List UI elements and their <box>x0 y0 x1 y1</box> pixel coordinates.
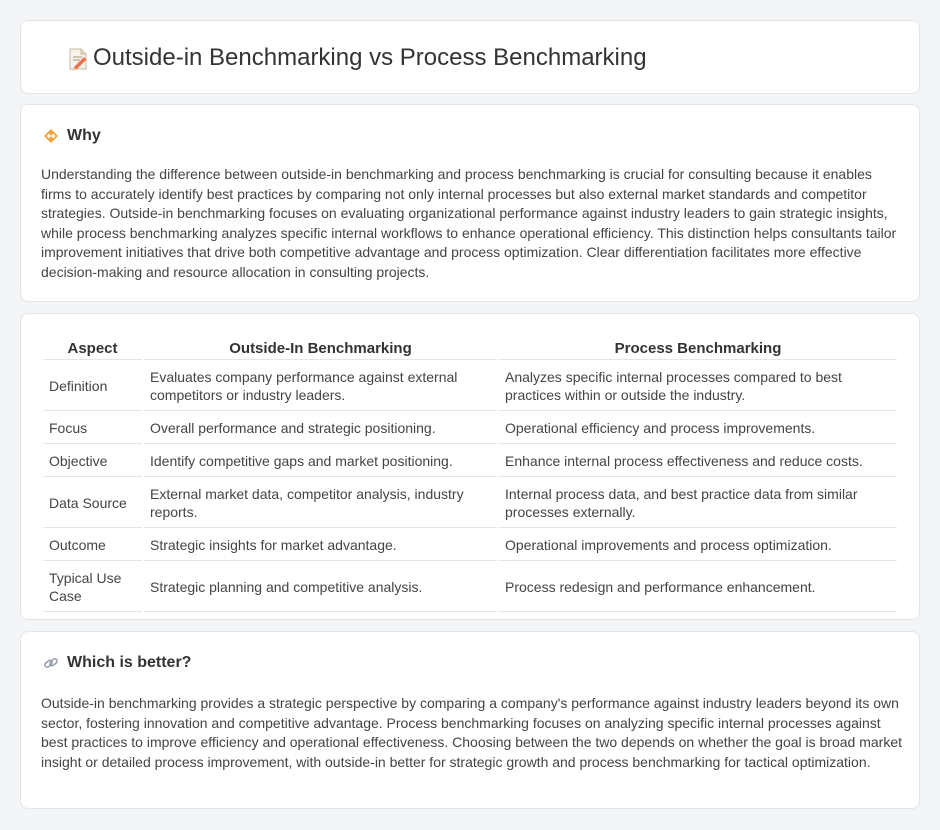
cell-aspect: Objective <box>43 446 142 477</box>
table-row <box>43 362 897 411</box>
diamond-arrows-icon <box>43 128 59 144</box>
cell-process: Operational improvements and process optimization. <box>499 530 897 561</box>
cell-process: Analyzes specific internal processes compared to best practices within or outside the industry. <box>499 362 897 411</box>
cell-aspect: Focus <box>43 413 142 444</box>
cell-aspect: Typical Use Case <box>43 563 142 612</box>
better-title: Which is better? <box>67 654 192 671</box>
title-card <box>20 20 920 94</box>
cell-aspect: Definition <box>43 362 142 411</box>
cell-outside-in: Overall performance and strategic positioning. <box>144 413 497 444</box>
table-row <box>43 563 897 612</box>
better-heading <box>43 654 191 672</box>
comparison-table-card <box>20 313 920 620</box>
cell-process: Process redesign and performance enhancement. <box>499 563 897 612</box>
table-header-row <box>43 336 897 360</box>
cell-outside-in: Evaluates company performance against external competitors or industry leaders. <box>144 362 497 411</box>
why-title: Why <box>67 127 101 144</box>
table-row <box>43 530 897 561</box>
table-row <box>43 479 897 528</box>
link-icon <box>43 655 59 671</box>
cell-outside-in: Strategic planning and competitive analysis. <box>144 563 497 612</box>
cell-process: Internal process data, and best practice data from similar processes externally. <box>499 479 897 528</box>
cell-aspect: Outcome <box>43 530 142 561</box>
header-process: Process Benchmarking <box>499 336 897 360</box>
header-aspect: Aspect <box>43 336 142 360</box>
cell-process: Operational efficiency and process improvements. <box>499 413 897 444</box>
comparison-table <box>41 334 899 614</box>
which-is-better-section <box>20 631 920 809</box>
table-row <box>43 446 897 477</box>
document-pencil-icon <box>65 46 91 72</box>
table-row <box>43 413 897 444</box>
why-section <box>20 104 920 302</box>
better-text: Outside-in benchmarking provides a strategic perspective by comparing a company's performance against industry leaders beyond its own sector, fostering innovation and competitive advantage. Process benchmarking focuses on analyzing specific internal processes against best practices to improve efficiency and operational effectiveness. Choosing between the two depends on whether the goal is broad market insight or detailed process improvement, with outside-in better for strategic growth and process benchmarking for tactical optimization. <box>41 695 902 770</box>
cell-aspect: Data Source <box>43 479 142 528</box>
cell-outside-in: Identify competitive gaps and market positioning. <box>144 446 497 477</box>
cell-process: Enhance internal process effectiveness and reduce costs. <box>499 446 897 477</box>
cell-outside-in: External market data, competitor analysis, industry reports. <box>144 479 497 528</box>
why-text: Understanding the difference between outside-in benchmarking and process benchmarking is crucial for consulting because it enables firms to accurately identify best practices by comparing not only internal processes but also external market standards and competitor strategies. Outside-in benchmarking focuses on evaluating organizational performance against industry leaders to gain strategic insights, while process benchmarking analyzes specific internal workflows to enhance operational efficiency. This distinction helps consultants tailor improvement initiatives that drive both competitive advantage and process optimization. Clear differentiation facilitates more effective decision-making and resource allocation in consulting projects. <box>41 166 897 280</box>
why-heading <box>43 127 101 145</box>
page-title: Outside-in Benchmarking vs Process Benchmarking <box>93 44 647 71</box>
header-outside-in: Outside-In Benchmarking <box>144 336 497 360</box>
cell-outside-in: Strategic insights for market advantage. <box>144 530 497 561</box>
